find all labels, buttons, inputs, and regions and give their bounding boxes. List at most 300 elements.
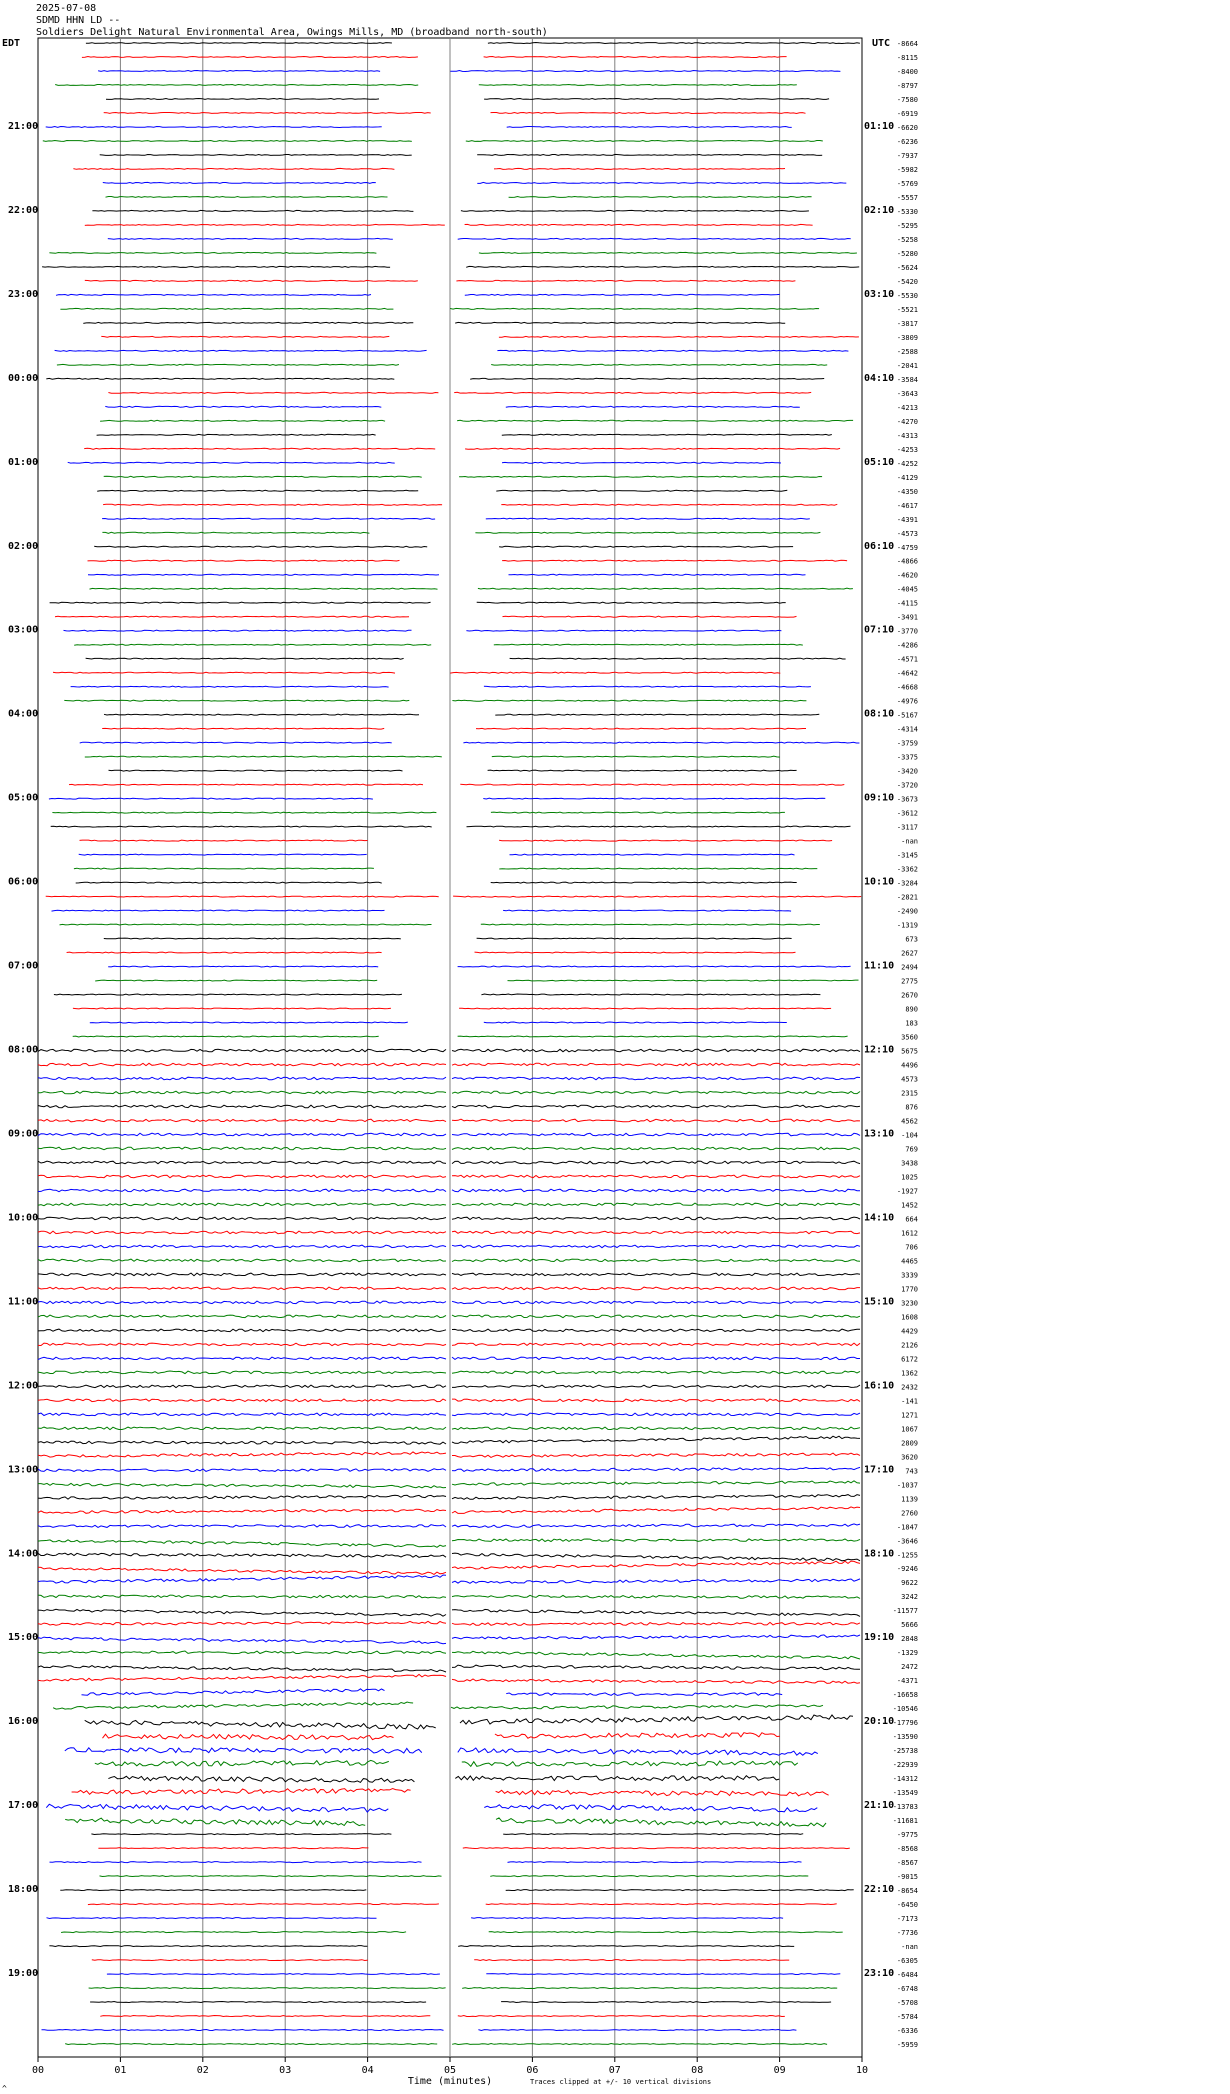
edt-hour-label: 01:00 — [8, 456, 39, 468]
seismic-trace — [38, 1245, 446, 1248]
trace-offset-label: -6236 — [896, 137, 918, 146]
trace-offset-label: -5295 — [896, 221, 918, 230]
seismic-trace — [475, 952, 796, 953]
trace-offset-label: -11681 — [892, 1817, 918, 1826]
seismic-trace — [88, 574, 439, 575]
edt-hour-label: 19:00 — [8, 1968, 39, 1980]
seismic-trace — [452, 1301, 860, 1304]
seismic-trace — [38, 1203, 446, 1206]
seismic-trace — [90, 1022, 408, 1023]
seismic-trace — [452, 1622, 860, 1625]
seismic-trace — [462, 1988, 837, 1989]
utc-hour-label: 07:10 — [864, 624, 895, 636]
trace-offset-label: -8797 — [896, 81, 918, 90]
seismic-trace — [38, 1483, 446, 1487]
trace-offset-label: -7736 — [896, 1929, 918, 1938]
trace-offset-label: 3339 — [901, 1271, 918, 1280]
trace-offset-label: 3620 — [901, 1453, 918, 1462]
trace-offset-label: -5280 — [896, 249, 918, 258]
trace-offset-label: 3230 — [901, 1299, 918, 1308]
seismic-trace — [458, 1036, 848, 1037]
edt-hour-label: 04:00 — [8, 708, 39, 720]
trace-offset-label: -2490 — [896, 907, 918, 916]
trace-offset-label: -6305 — [896, 1957, 918, 1966]
seismic-trace — [481, 924, 820, 925]
seismic-trace — [484, 99, 829, 100]
seismic-trace — [42, 266, 390, 267]
seismic-trace — [494, 168, 785, 169]
trace-offset-label: -5167 — [896, 711, 918, 720]
seismic-trace — [64, 700, 409, 701]
trace-offset-label: -4313 — [896, 431, 918, 440]
seismic-trace — [104, 476, 422, 477]
seismic-trace — [452, 1679, 860, 1683]
trace-offset-label: -4129 — [896, 473, 918, 482]
trace-offset-label: 9622 — [901, 1579, 918, 1588]
seismic-trace — [38, 1063, 446, 1066]
seismic-trace — [460, 1715, 853, 1724]
trace-offset-label: 1362 — [901, 1369, 918, 1378]
seismic-trace — [55, 85, 418, 86]
x-tick-label: 07 — [608, 2065, 621, 2076]
seismic-trace — [461, 210, 809, 211]
seismic-trace — [38, 1666, 446, 1672]
trace-offset-label: -1319 — [896, 921, 918, 930]
seismic-trace — [506, 1890, 854, 1891]
seismic-trace — [38, 1452, 446, 1457]
clip-footnote: Traces clipped at +/- 10 vertical divisions — [530, 2078, 712, 2086]
utc-hour-label: 14:10 — [864, 1212, 895, 1224]
seismic-trace — [80, 840, 368, 841]
seismic-trace — [38, 1385, 446, 1388]
trace-offset-label: -1255 — [896, 1551, 918, 1560]
seismic-trace — [38, 1399, 446, 1402]
trace-offset-label: 5666 — [901, 1621, 918, 1630]
utc-hour-label: 19:10 — [864, 1632, 895, 1644]
seismic-trace — [465, 294, 780, 295]
trace-offset-label: -3117 — [896, 823, 918, 832]
seismic-trace — [38, 1287, 446, 1290]
seismic-trace — [452, 1413, 860, 1416]
seismic-trace — [463, 742, 859, 743]
trace-offset-label: 2848 — [901, 1635, 918, 1644]
trace-offset-label: -5784 — [896, 2013, 918, 2022]
trace-offset-label: 4562 — [901, 1117, 918, 1126]
seismic-trace — [46, 1804, 388, 1812]
seismic-trace — [452, 1524, 860, 1528]
seismic-trace — [38, 1441, 446, 1444]
trace-offset-label: 890 — [905, 1005, 918, 1014]
trace-offset-label: -5959 — [896, 2041, 918, 2050]
edt-hour-label: 11:00 — [8, 1296, 39, 1308]
seismic-trace — [69, 784, 423, 785]
seismic-trace — [38, 1469, 446, 1472]
edt-hour-label: 21:00 — [8, 120, 39, 132]
seismic-trace — [38, 1621, 446, 1625]
trace-offset-label: -4045 — [896, 585, 918, 594]
seismic-trace — [481, 994, 820, 995]
trace-offset-label: -4976 — [896, 697, 918, 706]
seismic-trace — [450, 71, 840, 72]
seismic-trace — [479, 85, 797, 86]
seismic-trace — [101, 336, 389, 337]
trace-offset-label: -1927 — [896, 1187, 918, 1196]
seismic-trace — [85, 224, 445, 225]
seismic-trace — [452, 1161, 860, 1164]
seismic-trace — [459, 1008, 831, 1009]
seismic-trace — [484, 1022, 787, 1023]
seismic-trace — [454, 392, 811, 393]
trace-offset-label: -4668 — [896, 683, 918, 692]
trace-offset-label: 3438 — [901, 1159, 918, 1168]
seismic-trace — [47, 1918, 377, 1919]
trace-offset-label: -3362 — [896, 865, 918, 874]
x-tick-label: 10 — [855, 2065, 869, 2076]
seismic-trace — [509, 574, 806, 575]
seismic-trace — [104, 714, 419, 715]
seismic-trace — [74, 644, 431, 645]
seismic-trace — [502, 560, 847, 561]
seismic-trace — [452, 1609, 860, 1616]
seismic-trace — [477, 602, 786, 603]
seismic-trace — [61, 1932, 406, 1933]
seismic-trace — [477, 938, 792, 939]
trace-offset-label: -nan — [901, 837, 918, 846]
trace-offset-label: 4465 — [901, 1257, 918, 1266]
seismic-trace — [38, 1343, 446, 1346]
utc-hour-label: 01:10 — [864, 120, 895, 132]
seismic-trace — [452, 700, 806, 701]
trace-offset-label: 2494 — [901, 963, 918, 972]
seismic-trace — [105, 406, 381, 407]
trace-offset-label: 876 — [905, 1103, 918, 1112]
seismic-trace — [103, 1734, 394, 1740]
trace-offset-label: -4252 — [896, 459, 918, 468]
seismic-trace — [86, 43, 392, 44]
seismic-trace — [109, 770, 403, 771]
seismic-trace — [496, 1818, 826, 1827]
seismic-trace — [452, 1595, 860, 1598]
seismic-trace — [452, 1119, 860, 1122]
seismic-trace — [38, 1329, 446, 1332]
seismic-trace — [82, 1689, 385, 1695]
seismic-trace — [491, 364, 827, 365]
seismic-trace — [65, 1748, 422, 1753]
seismic-trace — [486, 1904, 837, 1905]
seismic-trace — [490, 1876, 808, 1877]
trace-offset-label: -14312 — [892, 1775, 918, 1784]
utc-hour-label: 12:10 — [864, 1044, 895, 1056]
trace-offset-label: -3420 — [896, 767, 918, 776]
trace-offset-label: -5624 — [896, 263, 918, 272]
x-tick-label: 00 — [31, 2065, 45, 2076]
seismic-trace — [486, 518, 810, 519]
seismic-trace — [38, 1189, 446, 1192]
seismic-trace — [494, 644, 803, 645]
trace-offset-label: -6450 — [896, 1901, 918, 1910]
seismic-trace — [452, 1481, 860, 1486]
seismic-trace — [452, 1385, 860, 1388]
seismic-trace — [90, 2002, 426, 2003]
seismic-trace — [496, 1790, 829, 1796]
utc-hour-label: 17:10 — [864, 1464, 895, 1476]
seismic-trace — [452, 1495, 860, 1500]
edt-label: EDT — [2, 38, 21, 49]
seismic-trace — [466, 630, 781, 631]
seismic-trace — [38, 1575, 446, 1583]
seismic-trace — [60, 1890, 366, 1891]
edt-hour-label: 05:00 — [8, 792, 39, 804]
seismic-trace — [452, 2044, 827, 2045]
seismic-trace — [42, 2030, 444, 2031]
seismic-trace — [455, 1776, 779, 1781]
seismic-trace — [84, 448, 435, 449]
seismic-trace — [452, 1427, 860, 1430]
seismic-trace — [74, 868, 374, 869]
utc-hour-label: 22:10 — [864, 1884, 895, 1896]
seismic-trace — [452, 1579, 860, 1583]
trace-offset-label: -8567 — [896, 1859, 918, 1868]
seismic-trace — [456, 280, 795, 281]
seismic-trace — [88, 1904, 439, 1905]
seismic-trace — [46, 378, 394, 379]
seismic-trace — [102, 728, 384, 729]
seismic-trace — [503, 1834, 803, 1835]
seismic-trace — [452, 1507, 860, 1514]
trace-offset-label: -3375 — [896, 753, 918, 762]
seismic-trace — [38, 1119, 446, 1122]
utc-hour-label: 05:10 — [864, 456, 895, 468]
seismic-trace — [489, 1932, 843, 1933]
seismic-trace — [65, 1818, 365, 1826]
seismic-trace — [38, 1509, 446, 1513]
trace-offset-label: 4496 — [901, 1061, 918, 1070]
seismic-trace — [503, 910, 791, 911]
x-tick-label: 05 — [443, 2065, 457, 2076]
utc-hour-label: 21:10 — [864, 1800, 895, 1812]
seismic-trace — [458, 1748, 818, 1755]
seismic-trace — [450, 308, 819, 309]
seismic-trace — [38, 1161, 446, 1164]
seismic-trace — [465, 448, 840, 449]
trace-offset-label: -4617 — [896, 501, 918, 510]
trace-offset-label: -4759 — [896, 543, 918, 552]
trace-offset-label: 2809 — [901, 1439, 918, 1448]
seismic-trace — [506, 406, 800, 407]
seismic-trace — [108, 1776, 414, 1782]
trace-offset-label: -5530 — [896, 291, 918, 300]
seismic-trace — [452, 1105, 860, 1108]
trace-offset-label: -22939 — [892, 1761, 918, 1770]
seismic-trace — [38, 1301, 446, 1304]
seismic-trace — [452, 1245, 860, 1248]
seismic-trace — [104, 938, 401, 939]
seismic-trace — [452, 1467, 860, 1471]
seismic-trace — [495, 1733, 780, 1739]
edt-hour-label: 12:00 — [8, 1380, 39, 1392]
trace-offset-label: -4115 — [896, 599, 918, 608]
seismic-trace — [68, 462, 395, 463]
seismic-trace — [458, 2016, 785, 2017]
seismic-trace — [38, 1175, 446, 1178]
seismic-trace — [103, 182, 376, 183]
x-tick-label: 03 — [279, 2065, 292, 2076]
seismic-trace — [510, 658, 846, 659]
seismic-trace — [38, 1637, 446, 1644]
trace-offset-label: 743 — [905, 1467, 918, 1476]
seismic-trace — [488, 770, 797, 771]
trace-offset-label: -5708 — [896, 1999, 918, 2008]
seismic-trace — [49, 798, 373, 799]
trace-offset-label: 706 — [905, 1243, 918, 1252]
trace-offset-label: -3145 — [896, 851, 918, 860]
seismic-trace — [55, 616, 409, 617]
seismic-trace — [51, 826, 432, 827]
trace-offset-label: -4866 — [896, 557, 918, 566]
utc-hour-label: 10:10 — [864, 876, 895, 888]
edt-hour-label: 00:00 — [8, 372, 39, 384]
trace-offset-label: 2775 — [901, 977, 918, 986]
trace-offset-label: 673 — [905, 935, 918, 944]
seismic-trace — [491, 812, 785, 813]
edt-hour-label: 16:00 — [8, 1716, 39, 1728]
edt-hour-label: 17:00 — [8, 1800, 39, 1812]
seismic-trace — [452, 1315, 860, 1318]
trace-offset-label: 1025 — [901, 1173, 918, 1182]
seismic-trace — [458, 966, 851, 967]
trace-offset-label: -5258 — [896, 235, 918, 244]
trace-offset-label: 5675 — [901, 1047, 918, 1056]
seismic-trace — [95, 1760, 389, 1766]
seismic-trace — [92, 1960, 368, 1961]
edt-hour-label: 03:00 — [8, 624, 39, 636]
seismic-trace — [106, 197, 388, 198]
seismic-trace — [73, 1036, 379, 1037]
trace-offset-label: -9775 — [896, 1831, 918, 1840]
seismic-trace — [465, 224, 813, 225]
trace-offset-label: -5420 — [896, 277, 918, 286]
seismic-trace — [452, 1357, 860, 1360]
seismic-trace — [85, 756, 442, 757]
trace-offset-label: -4573 — [896, 529, 918, 538]
seismic-trace — [38, 1595, 446, 1598]
seismic-trace — [50, 602, 431, 603]
trace-offset-label: 2126 — [901, 1341, 918, 1350]
seismic-trace — [502, 434, 832, 435]
trace-offset-label: -6336 — [896, 2027, 918, 2036]
seismic-trace — [497, 350, 848, 351]
seismic-trace — [457, 420, 853, 421]
trace-offset-label: -3584 — [896, 375, 918, 384]
seismic-trace — [453, 896, 861, 897]
seismic-trace — [38, 1273, 446, 1276]
seismic-trace — [38, 1495, 446, 1499]
seismic-trace — [38, 1217, 446, 1220]
trace-offset-label: -6748 — [896, 1985, 918, 1994]
trace-offset-label: -8664 — [896, 40, 918, 48]
seismic-trace — [38, 1315, 446, 1318]
seismic-trace — [38, 1553, 446, 1557]
seismic-trace — [503, 616, 797, 617]
trace-offset-label: -5769 — [896, 179, 918, 188]
seismic-trace — [484, 57, 787, 58]
seismic-trace — [38, 1427, 446, 1430]
seismic-trace — [486, 1974, 840, 1975]
trace-offset-label: -3673 — [896, 795, 918, 804]
seismic-trace — [103, 504, 442, 505]
seismic-trace — [49, 1946, 367, 1947]
seismic-trace — [46, 896, 439, 897]
trace-offset-label: -4371 — [896, 1677, 918, 1686]
trace-offset-label: -3612 — [896, 809, 918, 818]
trace-offset-label: 2315 — [901, 1089, 918, 1098]
trace-offset-label: 1608 — [901, 1313, 918, 1322]
seismic-trace — [38, 1371, 446, 1374]
trace-offset-label: 1139 — [901, 1495, 918, 1504]
seismic-trace — [72, 1789, 411, 1795]
seismic-trace — [452, 1343, 860, 1346]
trace-offset-label: -4253 — [896, 445, 918, 454]
trace-offset-label: -3770 — [896, 627, 918, 636]
seismic-trace — [484, 1805, 817, 1812]
trace-offset-label: -17796 — [892, 1719, 918, 1728]
seismic-trace — [100, 155, 412, 156]
seismic-trace — [452, 1665, 860, 1670]
seismic-trace — [478, 2030, 796, 2031]
seismic-trace — [463, 1848, 850, 1849]
seismic-trace — [38, 1651, 446, 1654]
edt-hour-label: 07:00 — [8, 960, 39, 972]
trace-offset-label: 4429 — [901, 1327, 918, 1336]
trace-offset-label: 1770 — [901, 1285, 918, 1294]
seismic-trace — [501, 2002, 831, 2003]
seismic-trace — [452, 1203, 860, 1206]
seismic-trace — [53, 672, 395, 673]
trace-offset-label: -5557 — [896, 193, 918, 202]
seismic-trace — [38, 1540, 446, 1548]
seismic-trace — [100, 2016, 430, 2017]
trace-offset-label: -2821 — [896, 893, 918, 902]
x-axis-label: Time (minutes) — [407, 2076, 493, 2087]
seismic-trace — [462, 1761, 798, 1766]
utc-hour-label: 18:10 — [864, 1548, 895, 1560]
seismic-trace — [452, 1287, 860, 1290]
seismic-trace — [499, 336, 859, 337]
seismic-trace — [466, 141, 823, 142]
x-tick-label: 01 — [114, 2065, 127, 2076]
seismic-trace — [82, 57, 418, 58]
seismic-trace — [477, 154, 822, 155]
seismic-trace — [452, 1399, 860, 1402]
seismic-trace — [501, 504, 837, 505]
trace-offset-label: -4314 — [896, 725, 918, 734]
seismic-trace — [484, 686, 811, 687]
x-tick-label: 02 — [196, 2065, 209, 2076]
seismic-trace — [90, 588, 438, 589]
trace-offset-label: 1067 — [901, 1425, 918, 1434]
seismic-trace — [50, 1862, 422, 1863]
seismic-trace — [108, 966, 378, 967]
seismic-trace — [83, 322, 413, 323]
trace-offset-label: 2670 — [901, 991, 918, 1000]
trace-offset-label: 664 — [905, 1215, 918, 1224]
trace-offset-label: -4286 — [896, 641, 918, 650]
trace-offset-label: 6172 — [901, 1355, 918, 1364]
seismic-trace — [455, 322, 785, 323]
trace-offset-label: 2472 — [901, 1663, 918, 1672]
utc-hour-label: 11:10 — [864, 960, 895, 972]
seismic-trace — [451, 1705, 823, 1709]
